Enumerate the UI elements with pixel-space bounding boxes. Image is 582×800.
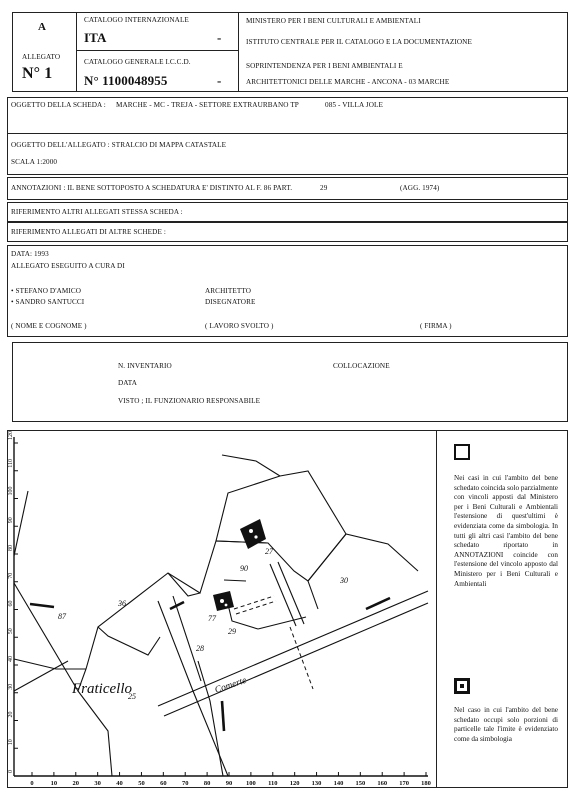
y-tick-label: 50 <box>8 628 14 635</box>
y-tick-label: 60 <box>8 600 14 607</box>
scala-text: SCALA 1:2000 <box>11 158 58 166</box>
role-1: ARCHITETTO <box>205 287 251 295</box>
y-tick-label: 70 <box>8 572 14 579</box>
catalogo-gen-value: N° 1100048955 <box>84 73 168 88</box>
parcel-number-label: 90 <box>240 564 248 573</box>
cadastral-map <box>8 431 436 787</box>
riferimento-altre-text: RIFERIMENTO ALLEGATI DI ALTRE SCHEDE : <box>11 228 166 236</box>
annotazioni-text: ANNOTAZIONI : IL BENE SOTTOPOSTO A SCHEDATURA E' DISTINTO AL F. 86 PART. <box>11 184 293 192</box>
collocazione: COLLOCAZIONE <box>333 362 390 370</box>
x-tick-label: 130 <box>311 780 322 787</box>
person-2: • SANDRO SANTUCCI <box>11 298 85 306</box>
x-tick-label: 140 <box>333 780 344 787</box>
legend-text-2: Nel caso in cui l'ambito del bene schedato occupi solo porzioni di particelle tale l'imite è evidenziato come da simbologia <box>454 706 558 743</box>
y-tick-label: 100 <box>8 486 14 496</box>
data-block-box <box>7 245 568 337</box>
x-tick-label: 160 <box>377 780 388 787</box>
ministero-text: MINISTERO PER I BENI CULTURALI E AMBIENTALI <box>246 17 421 25</box>
place-name-label: Fraticello <box>72 681 132 697</box>
catalogo-gen-dash: - <box>217 73 222 88</box>
riferimento-stessa-text: RIFERIMENTO ALTRI ALLEGATI STESSA SCHEDA : <box>11 208 183 216</box>
allegato-label: ALLEGATO <box>22 53 61 61</box>
x-tick-label: 40 <box>116 780 123 787</box>
role-2: DISEGNATORE <box>205 298 256 306</box>
catalogo-int-value: ITA <box>84 30 107 45</box>
x-tick-label: 20 <box>72 780 80 787</box>
oggetto-scheda-label: OGGETTO DELLA SCHEDA : <box>11 101 106 109</box>
x-tick-label: 110 <box>268 780 278 787</box>
parcel-number-label: 30 <box>340 576 348 585</box>
x-tick-label: 60 <box>160 780 167 787</box>
parcel-number-label: 29 <box>228 627 236 636</box>
annotazioni-agg: (AGG. 1974) <box>400 184 440 192</box>
x-tick-label: 150 <box>355 780 366 787</box>
y-tick-label: 120 <box>8 431 14 440</box>
soprintendenza-line2: ARCHITETTONICI DELLE MARCHE - ANCONA - 03 MARCHE <box>246 78 450 86</box>
sheet-letter: A <box>38 21 47 33</box>
legend-empty-square-icon <box>454 444 470 460</box>
legend-filled-square-icon <box>454 678 470 694</box>
parcel-number-label: 27 <box>265 547 273 556</box>
person-1: • STEFANO D'AMICO <box>11 287 82 295</box>
legend-divider <box>436 430 437 788</box>
parcel-number-label: 87 <box>58 612 66 621</box>
x-tick-label: 80 <box>203 780 211 787</box>
data-text: DATA: 1993 <box>11 250 49 258</box>
parcel-number-label: 28 <box>196 644 204 653</box>
legend-filled-square-inner <box>460 684 464 688</box>
x-tick-label: 0 <box>30 780 34 787</box>
y-tick-label: 30 <box>8 683 14 690</box>
visto-text: VISTO ; IL FUNZIONARIO RESPONSABILE <box>118 397 261 405</box>
soprintendenza-line1: SOPRINTENDENZA PER I BENI AMBIENTALI E <box>246 62 403 70</box>
oggetto-scheda-value: MARCHE - MC - TREJA - SETTORE EXTRAURBANO TP <box>116 101 299 109</box>
y-tick-label: 10 <box>8 739 14 746</box>
x-tick-label: 170 <box>399 780 409 787</box>
col-nome: ( NOME E COGNOME ) <box>11 322 87 330</box>
x-tick-label: 10 <box>50 780 58 787</box>
road-name-label: Comerte <box>213 675 248 696</box>
catalogo-int-dash: - <box>217 30 222 45</box>
catalogo-gen-label: CATALOGO GENERALE I.C.C.D. <box>84 58 191 66</box>
parcel-number-label: 77 <box>208 614 216 623</box>
x-tick-label: 100 <box>246 780 256 787</box>
oggetto-scheda-code: 085 - VILLA JOLE <box>325 101 383 109</box>
legend-text-1: Nei casi in cui l'ambito del bene schedato coincida solo parzialmente con vincoli apposti dal Ministero per i Beni Culturali e Ambientali l'estensione di quest'ultimi è evidenziata come da simbologia. In tutti gli altri casi l'ambito del bene schedato riportato in ANNOTAZIONI coincide con l'estensione del vincolo apposto dal Ministero per i Beni Culturali e Ambientali <box>454 474 558 588</box>
col-lavoro: ( LAVORO SVOLTO ) <box>205 322 274 330</box>
y-tick-label: 0 <box>8 770 14 773</box>
y-tick-label: 90 <box>8 517 14 524</box>
y-tick-label: 40 <box>8 656 14 662</box>
inventario-data: DATA <box>118 379 137 387</box>
parcel-number-label: 36 <box>118 599 126 608</box>
n-inventario: N. INVENTARIO <box>118 362 172 370</box>
inventario-box <box>12 342 568 422</box>
oggetto-allegato-text: OGGETTO DELL'ALLEGATO : STRALCIO DI MAPPA CATASTALE <box>11 141 227 149</box>
allegato-number: N° 1 <box>22 65 53 82</box>
x-tick-label: 120 <box>289 780 300 787</box>
oggetto-allegato-box <box>7 133 568 175</box>
y-tick-label: 20 <box>8 711 14 718</box>
annotazioni-part: 29 <box>320 184 328 192</box>
x-tick-label: 180 <box>421 780 431 787</box>
y-tick-label: 80 <box>8 545 14 551</box>
col-firma: ( FIRMA ) <box>420 322 452 330</box>
eseguito-text: ALLEGATO ESEGUITO A CURA DI <box>11 262 125 270</box>
x-tick-label: 90 <box>225 780 233 787</box>
header-catalog-divider <box>76 50 239 51</box>
x-tick-label: 30 <box>94 780 101 787</box>
catalogo-int-label: CATALOGO INTERNAZIONALE <box>84 16 189 24</box>
parcel-number-label: 25 <box>128 692 136 701</box>
y-tick-label: 110 <box>8 458 14 468</box>
x-tick-label: 70 <box>181 780 189 787</box>
istituto-text: ISTITUTO CENTRALE PER IL CATALOGO E LA DOCUMENTAZIONE <box>246 38 472 46</box>
x-tick-label: 50 <box>138 780 145 787</box>
